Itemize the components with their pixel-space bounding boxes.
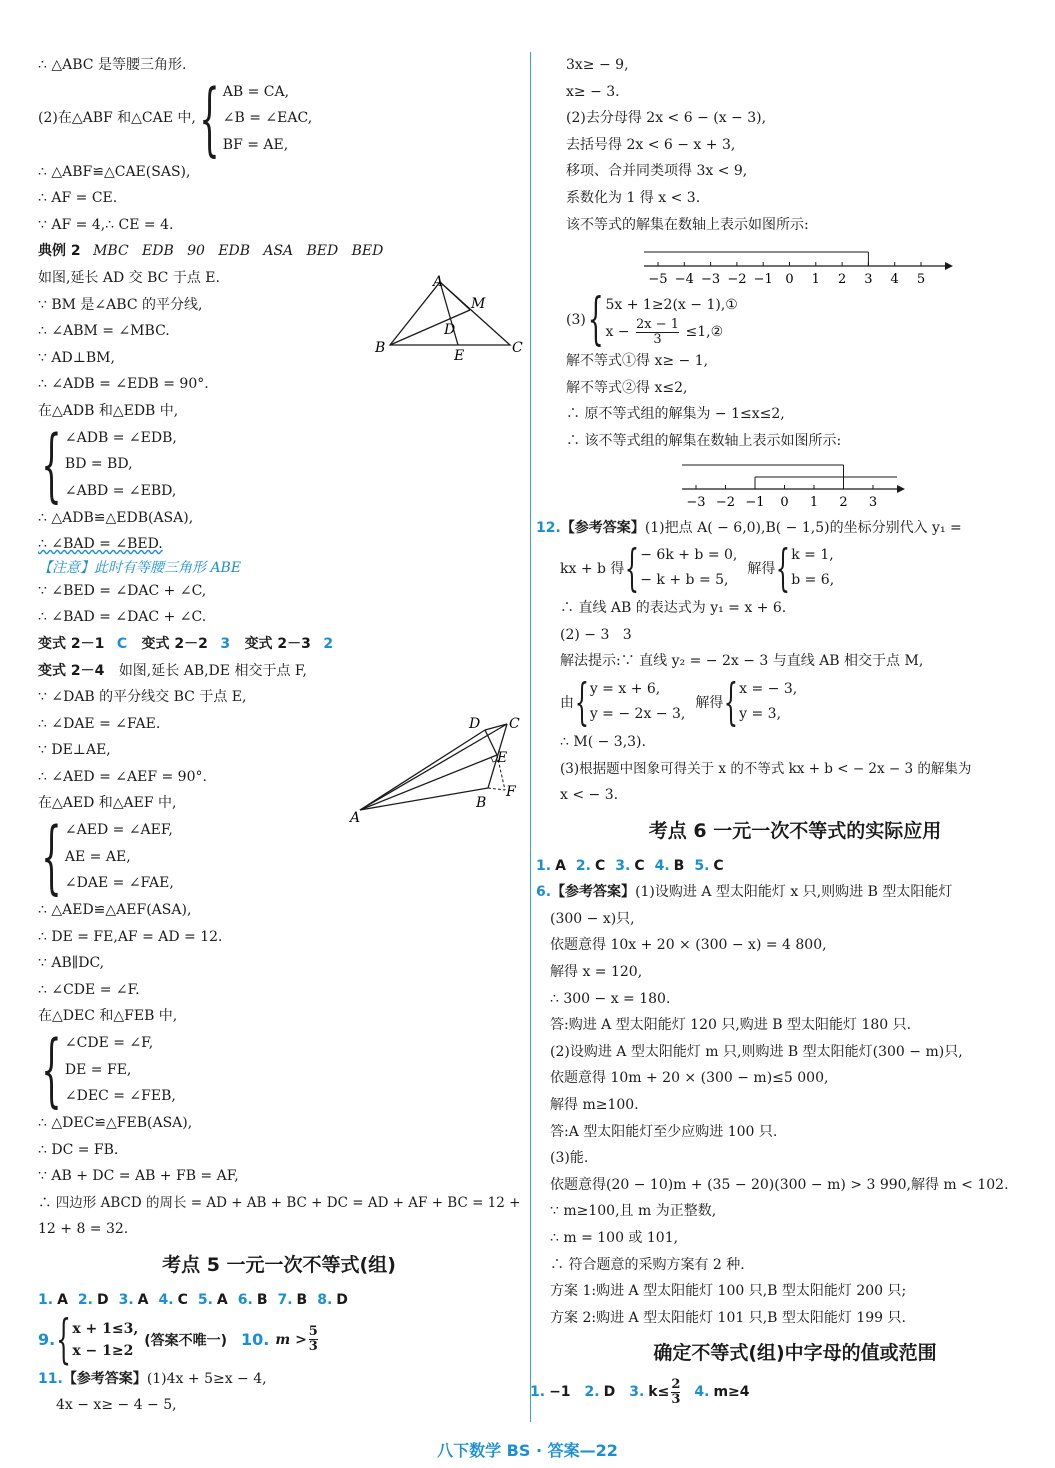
answer-value: k≤ bbox=[648, 1384, 670, 1401]
tick-label: 0 bbox=[785, 272, 794, 288]
text-line: ∴ 直线 AB 的表达式为 y₁ = x + 6. bbox=[560, 600, 787, 617]
tick-label: −3 bbox=[701, 272, 721, 288]
text-line: 在△AED 和△AEF 中, bbox=[38, 795, 177, 812]
text-line: ∵ DE⊥AE, bbox=[38, 742, 111, 759]
tick-label: 2 bbox=[839, 494, 848, 510]
tick-label: 1 bbox=[809, 494, 819, 510]
tick-label: 1 bbox=[811, 272, 820, 288]
text-line: (3)能. bbox=[550, 1150, 589, 1167]
equation-system: kx + b 得 { − 6k + b = 0, − k + b = 5, 解得 { k = 1, b = 6, bbox=[560, 539, 835, 598]
text-line: 方案 2:购进 A 型太阳能灯 101 只,B 型太阳能灯 199 只. bbox=[550, 1309, 906, 1326]
question-number: 3. bbox=[118, 1292, 134, 1308]
figure-triangle-abc bbox=[370, 270, 530, 365]
tick-label: −1 bbox=[745, 494, 765, 510]
inequality-system: (3) { 5x + 1≥2(x − 1),① x − $\frac{2x - 1}{3}$ ≤1,② bbox=[566, 287, 738, 353]
point-label: E bbox=[454, 348, 465, 364]
answer-value: D bbox=[96, 1292, 109, 1308]
text-line: ∴ ∠BAD = ∠BED. bbox=[38, 536, 163, 553]
number-line-1 bbox=[560, 238, 1030, 288]
text-line: ∴ ∠AED = ∠AEF = 90°. bbox=[38, 768, 207, 785]
equation-system: { ∠CDE = ∠F, DE = FE, ∠DEC = ∠FEB, bbox=[41, 1023, 176, 1117]
answer-value: m≥4 bbox=[713, 1384, 750, 1401]
text-line: ∴ 该不等式组的解集在数轴上表示如图所示: bbox=[566, 432, 842, 449]
point-label: C bbox=[512, 340, 523, 356]
text-line: 方案 1:购进 A 型太阳能灯 100 只,B 型太阳能灯 200 只; bbox=[550, 1283, 907, 1300]
answer-value: C bbox=[177, 1292, 188, 1308]
text-line: ∴ 300 − x = 180. bbox=[550, 990, 671, 1007]
answer-value: C bbox=[634, 857, 645, 874]
question-number: 1. bbox=[536, 857, 552, 874]
text-line: ∴ △ABF≌△CAE(SAS), bbox=[38, 163, 191, 180]
text-line: ∴ △ABC 是等腰三角形. bbox=[38, 57, 187, 73]
text-line: 如图,延长 AD 交 BC 于点 E. bbox=[38, 269, 220, 286]
tick-label: 4 bbox=[890, 272, 899, 288]
question-number: 1. bbox=[38, 1292, 54, 1308]
point-label: A bbox=[350, 810, 361, 825]
question-number: 4. bbox=[694, 1384, 710, 1401]
question-number: 2. bbox=[584, 1384, 600, 1401]
text-line: ∴ 原不等式组的解集为 − 1≤x≤2, bbox=[566, 406, 785, 423]
column-divider bbox=[530, 52, 531, 1422]
text-line: ∵ AF = 4,∴ CE = 4. bbox=[38, 216, 174, 233]
text-line: ∴ ∠DAE = ∠FAE. bbox=[38, 715, 161, 732]
text-line: 在△ADB 和△EDB 中, bbox=[38, 402, 179, 419]
text-line: 依题意得 10x + 20 × (300 − x) = 4 800, bbox=[550, 937, 827, 954]
tick-label: 3 bbox=[868, 494, 878, 510]
answer-value: C bbox=[713, 857, 724, 874]
answer-value: −1 bbox=[549, 1384, 571, 1401]
text-line: ∵ AD⊥BM, bbox=[38, 349, 115, 366]
text-line: 解不等式①得 x≥ − 1, bbox=[566, 353, 709, 370]
question-number: 5. bbox=[197, 1292, 213, 1308]
equation-system: 由 { y = x + 6, y = − 2x − 3, 解得 { x = − 3, y = 3, bbox=[560, 672, 798, 731]
text-line: 答:购进 A 型太阳能灯 120 只,购进 B 型太阳能灯 180 只. bbox=[550, 1017, 912, 1034]
text-line: ∵ AB∥DC, bbox=[38, 955, 105, 972]
tick-label: 5 bbox=[916, 272, 926, 288]
tick-label: 3 bbox=[864, 272, 873, 288]
question-number: 2. bbox=[575, 857, 591, 874]
answer-value: B bbox=[673, 857, 685, 874]
text-line: 去括号得 2x < 6 − x + 3, bbox=[566, 136, 736, 153]
section-title: 确定不等式(组)中字母的值或范围 bbox=[653, 1342, 937, 1365]
text-line: ∴ ∠CDE = ∠F. bbox=[38, 981, 140, 998]
text-line: (2) − 3 3 bbox=[560, 626, 632, 643]
answer-value: D bbox=[336, 1292, 348, 1308]
tick-label: −1 bbox=[753, 272, 773, 288]
point-label: D bbox=[444, 322, 456, 338]
text-line: 该不等式的解集在数轴上表示如图所示: bbox=[566, 216, 809, 233]
example-answers: 典例 2 MBC EDB 90 EDB ASA BED BED bbox=[38, 243, 384, 260]
answer-value: D bbox=[603, 1384, 616, 1401]
text-line: 答:A 型太阳能灯至少应购进 100 只. bbox=[550, 1123, 778, 1140]
answer-value: B bbox=[256, 1292, 268, 1308]
mc-answers bbox=[530, 1375, 1030, 1409]
question-number: 7. bbox=[277, 1292, 293, 1308]
question-number: 3. bbox=[629, 1384, 645, 1401]
text-line: ∵ ∠DAB 的平分线交 BC 于点 E, bbox=[38, 689, 247, 706]
equation-system: (2)在△ABF 和△CAE 中, { AB = CA, ∠B = ∠EAC, BF = AE, bbox=[38, 71, 313, 165]
text-line: 系数化为 1 得 x < 3. bbox=[566, 189, 701, 206]
text-line: ∵ AB + DC = AB + FB = AF, bbox=[38, 1168, 239, 1185]
text-line: x < − 3. bbox=[560, 787, 619, 804]
tick-label: 0 bbox=[780, 494, 789, 510]
text-line: 依题意得 10m + 20 × (300 − m)≤5 000, bbox=[550, 1070, 829, 1087]
text-line: ∴ ∠BAD = ∠DAC + ∠C. bbox=[38, 609, 207, 626]
question-number: 8. bbox=[317, 1292, 333, 1308]
text-line: ∵ m≥100,且 m 为正整数, bbox=[550, 1203, 717, 1220]
text-line: 4x − x≥ − 4 − 5, bbox=[56, 1397, 177, 1414]
text-line: ∴ m = 100 或 101, bbox=[550, 1230, 679, 1246]
text-line: (2)设购进 A 型太阳能灯 m 只,则购进 B 型太阳能灯(300 − m)只, bbox=[550, 1043, 963, 1060]
q12-answer: 12.【参考答案】(1)把点 A( − 6,0),B( − 1,5)的坐标分别代入 y₁ = bbox=[536, 519, 962, 536]
variant-answers: 变式 2－1 C 变式 2－2 3 变式 2－3 2 bbox=[38, 635, 334, 652]
point-label: M bbox=[471, 296, 486, 312]
text-line: 变式 2－4 如图,延长 AB,DE 相交于点 F, bbox=[38, 662, 307, 679]
equation-system: { ∠AED = ∠AEF, AE = AE, ∠DAE = ∠FAE, bbox=[41, 810, 174, 904]
text-line: ∴ △AED≌△AEF(ASA), bbox=[38, 902, 192, 919]
question-number: 5. bbox=[694, 857, 710, 874]
section-title: 考点 5 一元一次不等式(组) bbox=[162, 1254, 396, 1276]
mc-answers bbox=[536, 853, 1030, 880]
answer-value: B bbox=[296, 1292, 308, 1308]
section-title: 考点 6 一元一次不等式的实际应用 bbox=[648, 819, 942, 842]
answer-value: A bbox=[137, 1292, 149, 1308]
question-number: 3. bbox=[615, 857, 631, 874]
text-line: 在△DEC 和△FEB 中, bbox=[38, 1008, 178, 1025]
answer-value: A bbox=[555, 857, 566, 874]
mc-answers bbox=[38, 1287, 520, 1314]
text-line: ∴ AF = CE. bbox=[38, 190, 118, 207]
text-line: 3x≥ − 9, bbox=[566, 57, 629, 73]
text-line: 解不等式②得 x≤2, bbox=[566, 379, 688, 396]
point-label: C bbox=[509, 716, 520, 732]
question-number: 4. bbox=[158, 1292, 174, 1308]
tick-label: −2 bbox=[727, 272, 747, 288]
answer-value: A bbox=[216, 1292, 228, 1308]
question-number: 4. bbox=[654, 857, 670, 874]
tick-label: −5 bbox=[648, 272, 668, 288]
text-line: 12 + 8 = 32. bbox=[38, 1221, 129, 1238]
tick-label: 2 bbox=[837, 272, 847, 288]
figure-quadrilateral-abcd bbox=[345, 710, 530, 825]
text-line: 解得 m≥100. bbox=[550, 1097, 639, 1114]
point-label: B bbox=[476, 795, 487, 811]
point-label: A bbox=[433, 274, 444, 290]
answer-value: C bbox=[594, 857, 606, 874]
text-line: ∴ 符合题意的采购方案有 2 种. bbox=[550, 1256, 745, 1273]
fraction: $\frac{2}{3}$ bbox=[671, 1376, 681, 1407]
tick-label: −2 bbox=[715, 494, 736, 510]
tick-label: −4 bbox=[674, 272, 694, 288]
right-column bbox=[530, 52, 1030, 1409]
point-label: F bbox=[506, 784, 516, 800]
tick-label: −3 bbox=[686, 494, 706, 510]
text-line: ∴ DE = FE,AF = AD = 12. bbox=[38, 928, 223, 945]
text-line: (300 − x)只, bbox=[550, 910, 635, 927]
text-line: ∴ △DEC≌△FEB(ASA), bbox=[38, 1115, 193, 1132]
q9-answer: 9. { x + 1≤3, x − 1≥2 (答案不唯一) 10. m > $\frac{5}{3}$ bbox=[38, 1309, 318, 1370]
question-number: 2. bbox=[77, 1292, 93, 1308]
text-line: (2)去分母得 2x < 6 − (x − 3), bbox=[566, 110, 767, 127]
text-line: ∴ ∠ABM = ∠MBC. bbox=[38, 323, 170, 340]
text-line: ∴ 四边形 ABCD 的周长 = AD + AB + BC + DC = AD + AF + BC = 12 + bbox=[38, 1194, 521, 1211]
text-line: x≥ − 3. bbox=[566, 83, 620, 100]
point-label: B bbox=[375, 340, 386, 356]
text-line: ∵ BM 是∠ABC 的平分线, bbox=[38, 296, 203, 313]
point-label: D bbox=[469, 716, 481, 732]
text-line: ∴ ∠ADB = ∠EDB = 90°. bbox=[38, 376, 209, 393]
question-number: 6. bbox=[237, 1292, 253, 1308]
page-footer: 八下数学 BS · 答案—22 bbox=[437, 1441, 618, 1460]
q11-answer: 11.【参考答案】(1)4x + 5≥x − 4, bbox=[38, 1370, 267, 1387]
text-line: 解法提示:∵ 直线 y₂ = − 2x − 3 与直线 AB 相交于点 M, bbox=[560, 653, 924, 670]
text-line: ∵ ∠BED = ∠DAC + ∠C, bbox=[38, 582, 207, 599]
q6-answer: 6.【参考答案】(1)设购进 A 型太阳能灯 x 只,则购进 B 型太阳能灯 bbox=[536, 884, 953, 901]
text-line: 移项、合并同类项得 3x < 9, bbox=[566, 163, 748, 180]
text-line: 解得 x = 120, bbox=[550, 964, 643, 981]
note: 【注意】此时有等腰三角形 ABE bbox=[38, 559, 242, 576]
question-number: 1. bbox=[530, 1384, 546, 1401]
text-line: 依题意得(20 − 10)m + (35 − 20)(300 − m) > 3 990,解得 m < 102. bbox=[550, 1176, 1009, 1193]
point-label: E bbox=[497, 750, 508, 766]
answer-value: A bbox=[57, 1292, 68, 1308]
text-line: (3)根据题中图象可得关于 x 的不等式 kx + b < − 2x − 3 的解集为 bbox=[560, 760, 972, 777]
text-line: ∴ M( − 3,3). bbox=[560, 733, 646, 750]
text-line: ∴ DC = FB. bbox=[38, 1141, 119, 1158]
text-line: ∴ △ADB≌△EDB(ASA), bbox=[38, 509, 194, 526]
equation-system: { ∠ADB = ∠EDB, BD = BD, ∠ABD = ∠EBD, bbox=[41, 417, 177, 511]
number-line-2 bbox=[560, 455, 1030, 511]
